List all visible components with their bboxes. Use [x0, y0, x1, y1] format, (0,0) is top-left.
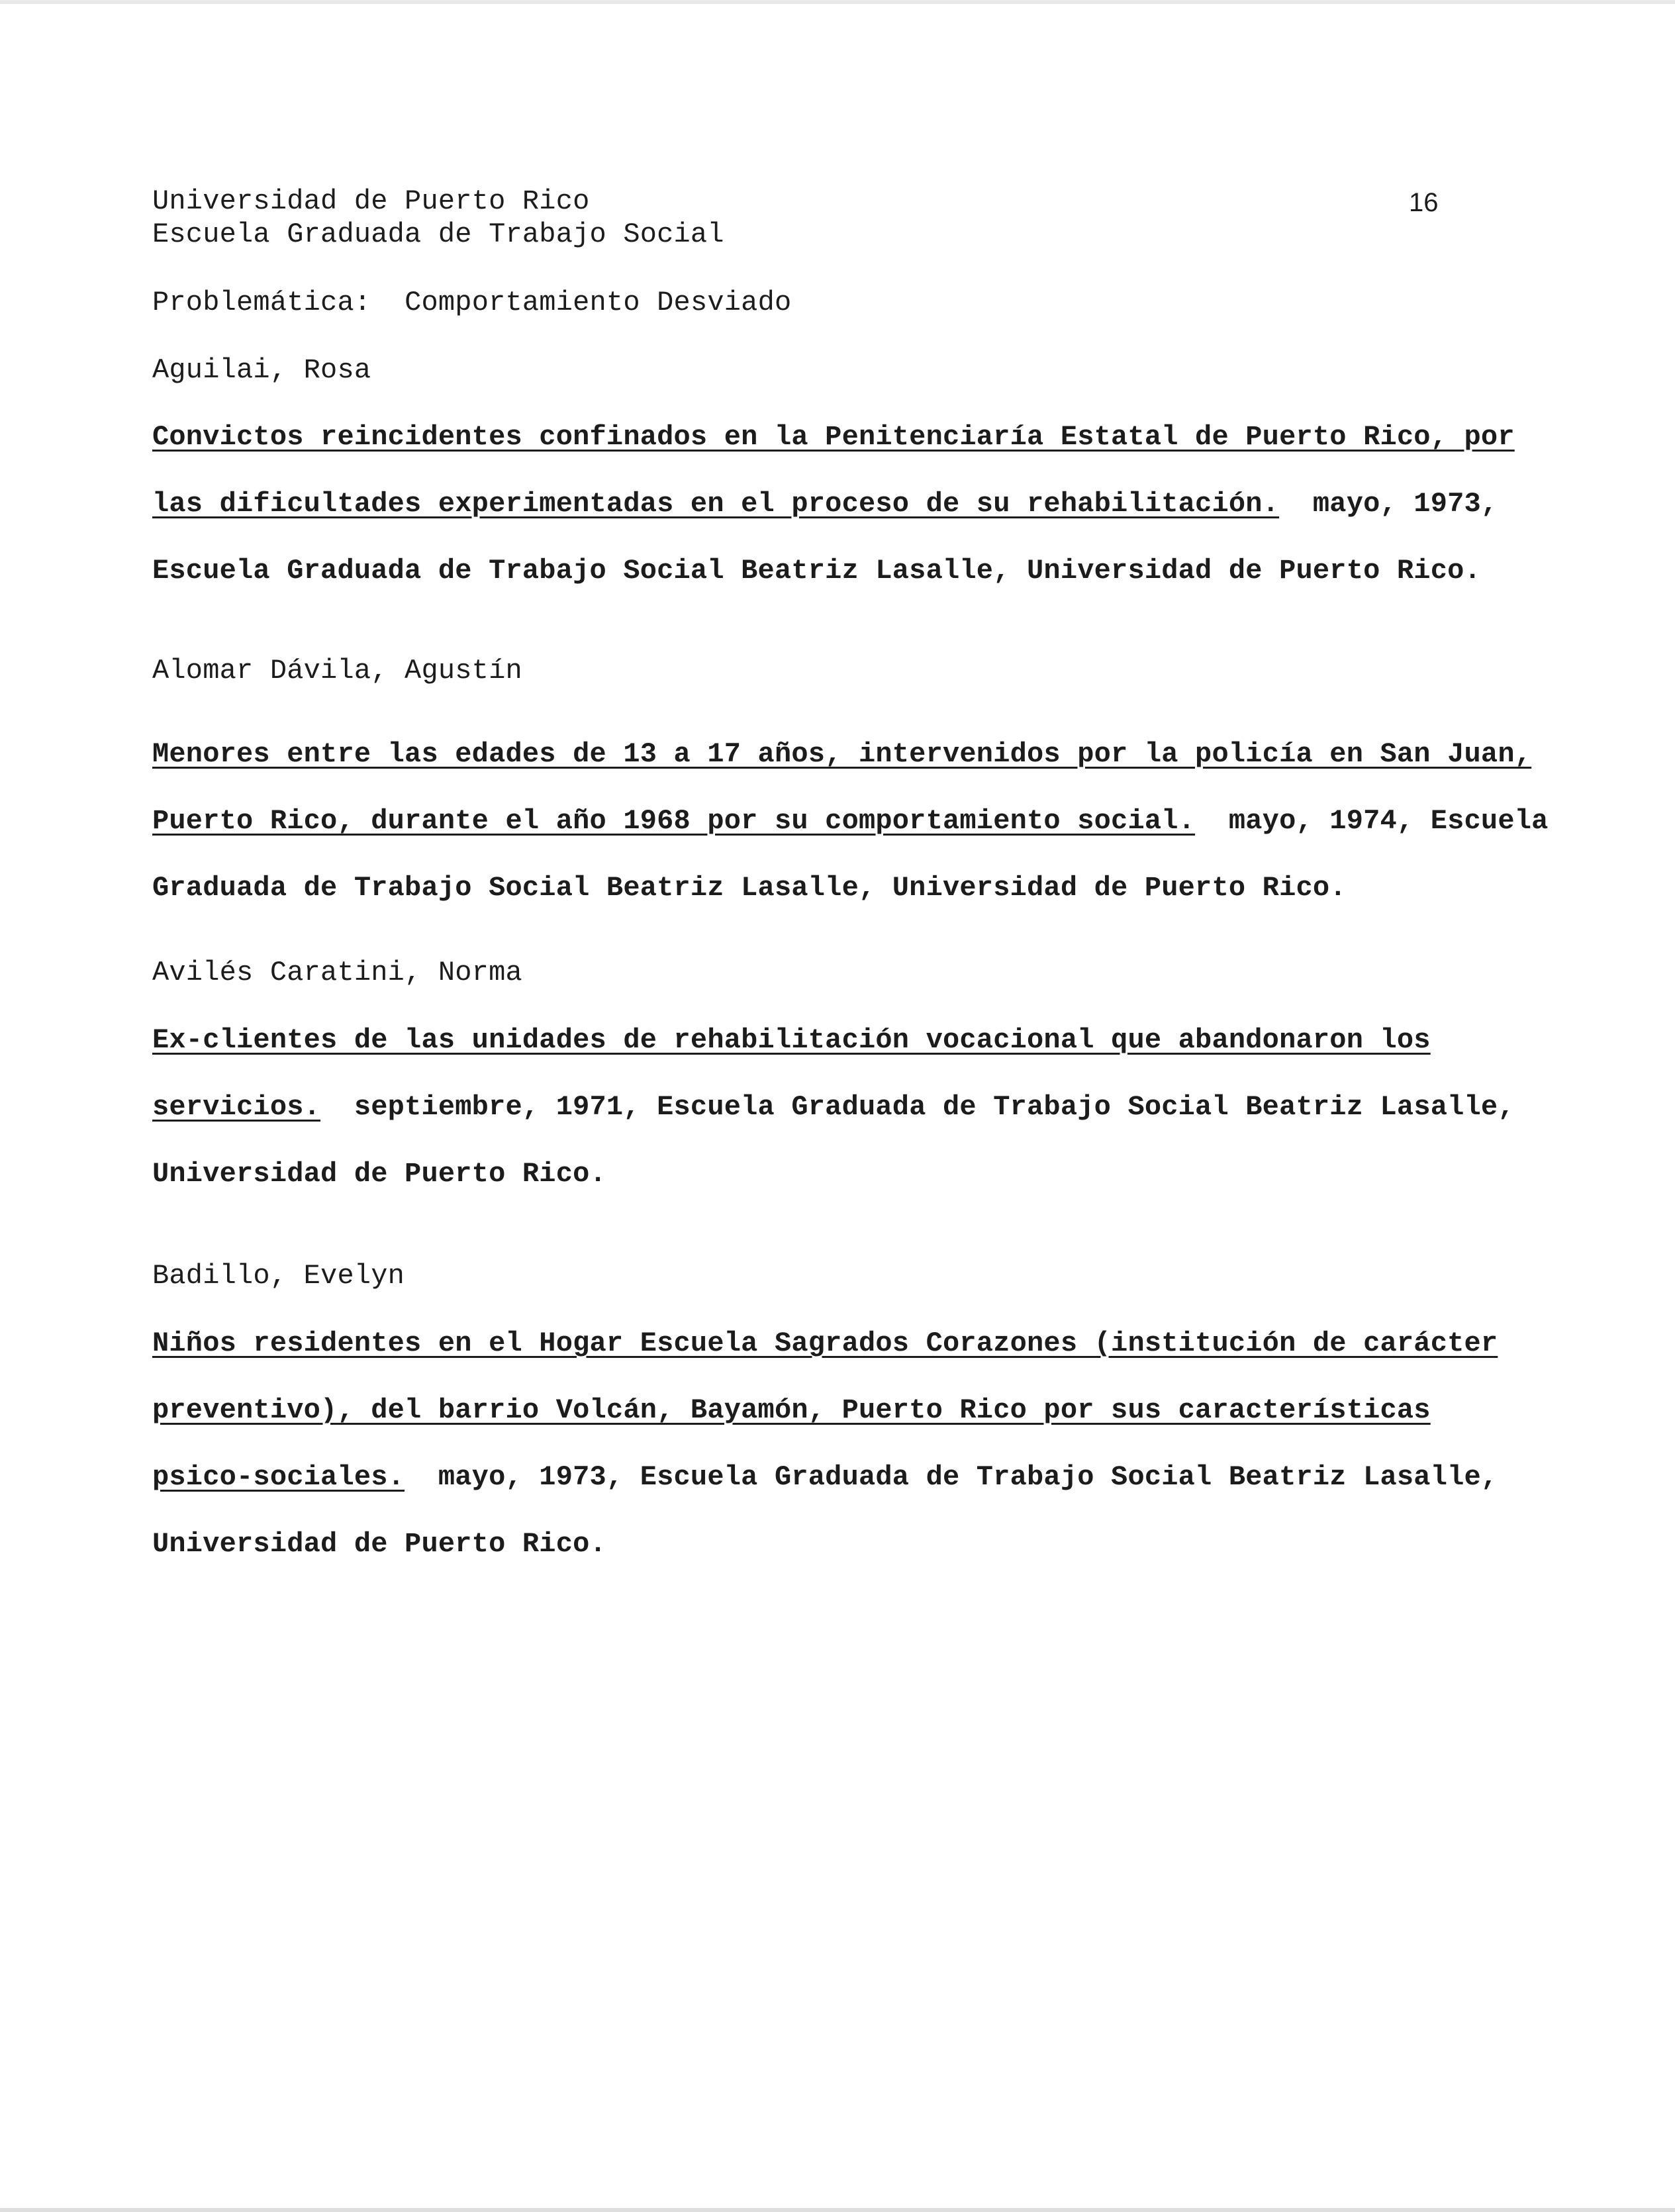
entry-title-line	[152, 420, 1515, 454]
topic-line	[152, 285, 791, 320]
entry-title-line	[152, 804, 1549, 838]
entry-author: Avilés Caratini, Norma	[152, 957, 522, 988]
entry-date: mayo, 1974, Escuela	[1195, 805, 1549, 837]
header-university: Universidad de Puerto Rico	[152, 185, 590, 217]
entry-title: Puerto Rico, durante el año 1968 por su comportamiento social.	[152, 805, 1196, 837]
entry-publisher: Universidad de Puerto Rico.	[152, 1528, 606, 1560]
topic-value: Comportamiento Desviado	[405, 287, 792, 318]
entry-date: septiembre, 1971, Escuela Graduada de Trabajo Social Beatriz Lasalle,	[320, 1091, 1515, 1123]
entry-title: servicios.	[152, 1091, 321, 1123]
page-bottom-edge	[0, 2208, 1675, 2212]
entry-title: preventivo), del barrio Volcán, Bayamón, Puerto Rico por sus características	[152, 1394, 1431, 1426]
entry-title: psico-sociales.	[152, 1461, 405, 1493]
entry-title-line	[152, 1460, 1498, 1494]
entry-date: mayo, 1973, Escuela Graduada de Trabajo Social Beatriz Lasalle,	[405, 1461, 1498, 1493]
entry-title-line	[152, 1393, 1431, 1427]
topic-label: Problemática:	[152, 287, 371, 318]
entry-title-line	[152, 487, 1498, 521]
entry-title-line	[152, 1090, 1515, 1124]
entry-publisher: Escuela Graduada de Trabajo Social Beatriz Lasalle, Universidad de Puerto Rico.	[152, 555, 1481, 587]
entry-title: las dificultades experimentadas en el proceso de su rehabilitación.	[152, 488, 1280, 520]
entry-author: Badillo, Evelyn	[152, 1260, 405, 1292]
entry-title: Menores entre las edades de 13 a 17 años, intervenidos por la policía en San Juan,	[152, 738, 1532, 770]
entry-publisher: Graduada de Trabajo Social Beatriz Lasalle, Universidad de Puerto Rico.	[152, 872, 1347, 904]
entry-title-line	[152, 737, 1531, 771]
entry-title-line	[152, 1023, 1431, 1057]
entry-title: Niños residentes en el Hogar Escuela Sagrados Corazones (institución de carácter	[152, 1327, 1498, 1359]
entry-author: Alomar Dávila, Agustín	[152, 655, 522, 687]
entry-date: mayo, 1973,	[1279, 488, 1498, 520]
entry-title-line	[152, 1326, 1498, 1361]
entry-title: Convictos reincidentes confinados en la Penitenciaría Estatal de Puerto Rico, por	[152, 421, 1515, 453]
entry-publisher: Universidad de Puerto Rico.	[152, 1158, 606, 1190]
entry-title: Ex-clientes de las unidades de rehabilitación vocacional que abandonaron los	[152, 1024, 1431, 1056]
header-school: Escuela Graduada de Trabajo Social	[152, 218, 724, 250]
entry-author: Aguilai, Rosa	[152, 354, 371, 386]
page-top-edge	[0, 0, 1675, 4]
page-number: 16	[1409, 188, 1439, 217]
